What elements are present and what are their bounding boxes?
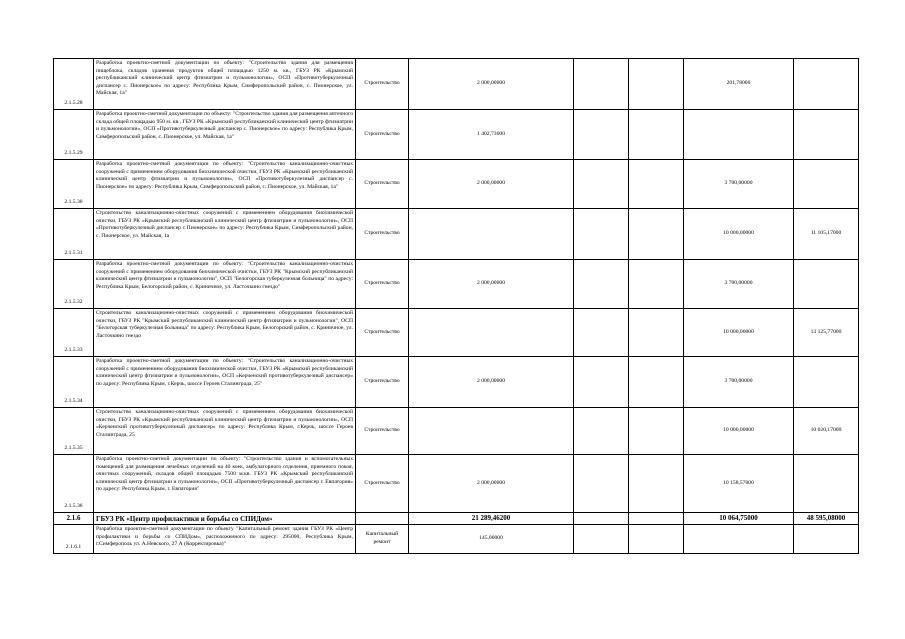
row-amount-2	[574, 408, 629, 455]
document-table	[53, 58, 859, 554]
row-amount-5	[794, 260, 859, 309]
row-work-type: Строительство	[356, 408, 409, 455]
table-row	[54, 513, 859, 525]
row-description: Строительство канализационно-очистных сооружений с применением оборудования биохимической очистки, ГБУЗ РК "Крымский республиканский клинический центр фтизиатрии и пульмонологии", ОСП "Белогорская туберкулезная больница" по адресу: Республика Крым, Белогорский район, с. Криничное, ул. Ласточкино гнездо	[94, 309, 356, 357]
row-amount-1: 2 000,00000	[409, 260, 574, 309]
table-row	[54, 59, 859, 110]
row-description: Разработка проектно-сметной документации по объекту: "Строительство канализационно-очистных сооружений с применением оборудования биохимической очистки, ГБУЗ РК «Крымский республиканский клинический центр фтизиатрии и пульмонологии», ОСП «Противотуберкулезный диспансер с. Пионерское» по адресу: Республика Крым, Симферопольский район, с. Пионерское, ул. Майская, 1а"	[94, 160, 356, 209]
row-amount-1: 145,00000	[409, 525, 574, 554]
row-amount-4: 3 700,00000	[684, 260, 794, 309]
row-amount-5	[794, 110, 859, 160]
row-amount-2	[574, 209, 629, 260]
row-amount-1: 2 000,00000	[409, 455, 574, 513]
row-amount-5	[794, 525, 859, 554]
row-description: Разработка проектно-сметной документации по объекту: "Строительство канализационно-очистных сооружений с применением оборудования биохимической очистки, ГБУЗ РК «Крымский республиканский клинический центр фтизиатрии и пульмонологии», ОСП «Керченский противотуберкулезный диспансер» по адресу: Республика Крым, г.Керчь, шоссе Героев Сталинграда, 25"	[94, 357, 356, 408]
row-amount-5	[794, 455, 859, 513]
row-amount-1: 2 000,00000	[409, 160, 574, 209]
row-work-type: Строительство	[356, 455, 409, 513]
row-amount-4: 10 000,00000	[684, 209, 794, 260]
row-code: 2.1.5.29	[54, 110, 94, 160]
row-amount-5	[794, 59, 859, 110]
row-code: 2.1.5.30	[54, 160, 94, 209]
table-row	[54, 455, 859, 513]
row-amount-5: 10 020,17000	[794, 408, 859, 455]
row-work-type: Строительство	[356, 59, 409, 110]
row-amount-2	[574, 260, 629, 309]
row-code: 2.1.5.32	[54, 260, 94, 309]
row-amount-3	[629, 357, 684, 408]
row-work-type: Строительство	[356, 160, 409, 209]
row-amount-2	[574, 525, 629, 554]
table-body	[54, 59, 859, 554]
table-row	[54, 160, 859, 209]
row-amount-2	[574, 455, 629, 513]
table-row	[54, 357, 859, 408]
row-description: Разработка проектно-сметной документации по объекту: "Строительство здания для размещения аптечного склада общей площадью 950 м. кв., ГБУЗ РК «Крымский республиканский клинический центр фтизиатрии и пульмонологии», ОСП «Противотуберкулезный диспансер с. Пионерское» по адресу: Республика Крым, Симферопольский район, с. Пионерское, ул. Майская, 1а"	[94, 110, 356, 160]
row-description: Разработка проектно-сметной документации по объекту: "Строительство здания и вспомогательных помещений для размещения лечебных отделений на 40 коек, амбулаторного отделения, приемного покоя, очистных сооружений, складов общей площадью 7500 м.кв. ГБУЗ РК «Крымский республиканский клинический центр фтизиатрии и пульмонологии», ОСП «Противотуберкулезный диспансер г. Евпатория» по адресу: Республика Крым, г. Евпатория"	[94, 455, 356, 513]
row-work-type: Строительство	[356, 110, 409, 160]
row-code: 2.1.6.1	[54, 525, 94, 554]
row-amount-1	[409, 309, 574, 357]
row-code: 2.1.5.33	[54, 309, 94, 357]
row-code: 2.1.5.28	[54, 59, 94, 110]
row-description: Разработка проектно-сметной документации по объекту "Капитальный ремонт здания ГБУЗ РК «Центр профилактики и борьбы со СПИДом», расположенного по адресу: 295000, Республика Крым, г.Симферополь ул. А.Невского, 27 А (Корректировка)"	[94, 525, 356, 554]
table-row	[54, 309, 859, 357]
row-amount-3	[629, 525, 684, 554]
row-amount-3	[629, 59, 684, 110]
row-code: 2.1.5.31	[54, 209, 94, 260]
table-row	[54, 525, 859, 554]
row-amount-2	[574, 160, 629, 209]
row-work-type: Строительство	[356, 357, 409, 408]
table-row	[54, 110, 859, 160]
row-amount-5: 48 595,08000	[794, 513, 859, 525]
row-work-type: Строительство	[356, 309, 409, 357]
row-amount-5: 13 125,77000	[794, 309, 859, 357]
row-description: Строительство канализационно-очистных сооружений с применением оборудования биохимической очистки, ГБУЗ РК «Крымский республиканский клинический центр фтизиатрии и пульмонологии», ОСП «Керченский противотуберкулезный диспансер» по адресу: Республика Крым, г.Керчь, шоссе Героев Сталинграда, 25	[94, 408, 356, 455]
table-row	[54, 209, 859, 260]
row-code: 2.1.6	[54, 513, 94, 525]
row-amount-1: 1 402,73000	[409, 110, 574, 160]
row-description: ГБУЗ РК «Центр профилактики и борьбы со СПИДом»	[94, 513, 356, 525]
row-amount-4: 3 700,00000	[684, 160, 794, 209]
row-description: Строительство канализационно-очистных сооружений с применением оборудования биохимической очистки, ГБУЗ РК «Крымский республиканский клинический центр фтизиатрии и пульмонологии», ОСП «Противотуберкулезный диспансер с Пионерское» по адресу: Республика Крым, Симферопольский район, с. Пионерское, ул. Майская, 1а	[94, 209, 356, 260]
row-amount-2	[574, 513, 629, 525]
row-amount-3	[629, 209, 684, 260]
row-amount-3	[629, 455, 684, 513]
row-amount-2	[574, 357, 629, 408]
row-amount-2	[574, 59, 629, 110]
row-amount-3	[629, 110, 684, 160]
row-amount-2	[574, 110, 629, 160]
row-amount-1: 2 000,00000	[409, 59, 574, 110]
row-code: 2.1.5.36	[54, 455, 94, 513]
row-amount-1: 21 289,46200	[409, 513, 574, 525]
row-amount-4: 201,78000	[684, 59, 794, 110]
row-code: 2.1.5.34	[54, 357, 94, 408]
row-amount-5: 11 105,17000	[794, 209, 859, 260]
row-amount-5	[794, 160, 859, 209]
table-row	[54, 260, 859, 309]
row-amount-4: 10 064,75000	[684, 513, 794, 525]
row-amount-1: 2 000,00000	[409, 357, 574, 408]
row-work-type: Строительство	[356, 260, 409, 309]
row-amount-3	[629, 309, 684, 357]
row-amount-4	[684, 525, 794, 554]
row-amount-4: 10 000,00000	[684, 408, 794, 455]
row-amount-3	[629, 408, 684, 455]
row-amount-5	[794, 357, 859, 408]
row-amount-4: 10 000,00000	[684, 309, 794, 357]
row-work-type: Капитальный ремонт	[356, 525, 409, 554]
row-amount-3	[629, 260, 684, 309]
row-work-type	[356, 513, 409, 525]
row-amount-3	[629, 513, 684, 525]
row-description: Разработка проектно-сметной документации по объекту: "Строительство канализационно-очистных сооружений с применением оборудования биохимической очистки, ГБУЗ РК "Крымский республиканский клинический центр фтизиатрии и пульмонологии", ОСП "Белогорская туберкулезная больница" по адресу: Республика Крым, Белогорский район, с. Криничное, ул. Ласточкино гнездо"	[94, 260, 356, 309]
row-amount-1	[409, 209, 574, 260]
row-code: 2.1.5.35	[54, 408, 94, 455]
row-amount-4	[684, 110, 794, 160]
row-amount-1	[409, 408, 574, 455]
row-work-type: Строительство	[356, 209, 409, 260]
table-row	[54, 408, 859, 455]
row-description: Разработка проектно-сметной документации по объекту: "Строительство здания для размещения пищеблока, складов хранения продуктов общей площадью 1250 м. кв., ГБУЗ РК «Крымский республиканский клинический центр фтизиатрии и пульмонологии», ОСП «Противотуберкулезный диспансер с. Пионерское» по адресу: Республика Крым, Симферопольский район, с. Пионерское, ул. Майская, 1а"	[94, 59, 356, 110]
row-amount-4: 3 700,00000	[684, 357, 794, 408]
row-amount-4: 10 158,57000	[684, 455, 794, 513]
row-amount-2	[574, 309, 629, 357]
row-amount-3	[629, 160, 684, 209]
